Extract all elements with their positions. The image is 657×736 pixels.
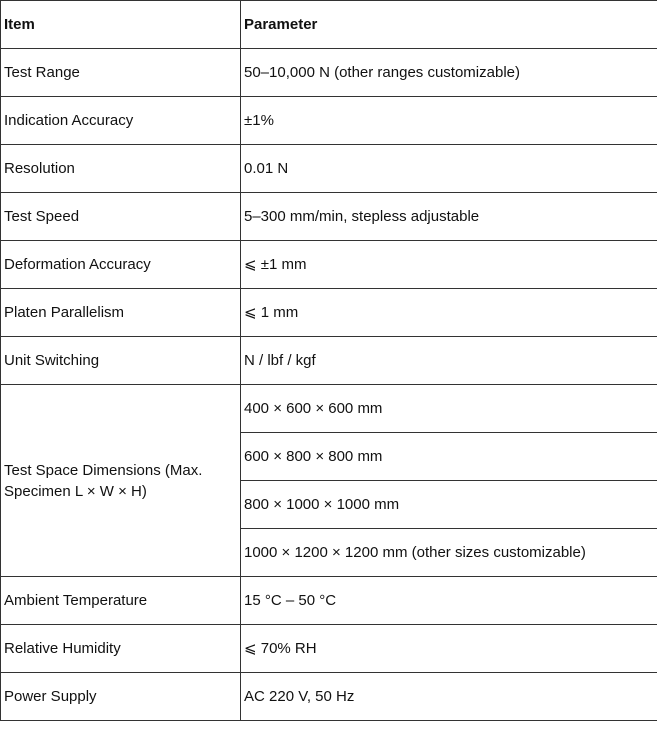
item-cell: Ambient Temperature [1, 577, 241, 625]
table-row [1, 577, 657, 625]
table-row [1, 673, 657, 721]
value-cell: 400 × 600 × 600 mm [241, 385, 657, 433]
value-cell: ⩽ 1 mm [241, 289, 657, 337]
header-row [1, 1, 657, 49]
value-cell: ⩽ 70% RH [241, 625, 657, 673]
value-cell: 0.01 N [241, 145, 657, 193]
item-cell: Platen Parallelism [1, 289, 241, 337]
item-cell: Indication Accuracy [1, 97, 241, 145]
table-row [1, 97, 657, 145]
value-cell: AC 220 V, 50 Hz [241, 673, 657, 721]
value-cell: 1000 × 1200 × 1200 mm (other sizes customizable) [241, 529, 657, 577]
table-row [1, 193, 657, 241]
value-cell: ±1% [241, 97, 657, 145]
value-cell: 50–10,000 N (other ranges customizable) [241, 49, 657, 97]
header-parameter: Parameter [241, 1, 657, 49]
item-cell: Deformation Accuracy [1, 241, 241, 289]
item-cell: Test Range [1, 49, 241, 97]
value-cell: N / lbf / kgf [241, 337, 657, 385]
item-cell: Unit Switching [1, 337, 241, 385]
table-row [1, 49, 657, 97]
table-row [1, 625, 657, 673]
value-cell: 5–300 mm/min, stepless adjustable [241, 193, 657, 241]
table-row [1, 385, 657, 433]
table-row [1, 337, 657, 385]
table-row [1, 241, 657, 289]
value-cell: ⩽ ±1 mm [241, 241, 657, 289]
item-cell: Relative Humidity [1, 625, 241, 673]
item-cell: Resolution [1, 145, 241, 193]
value-cell: 600 × 800 × 800 mm [241, 433, 657, 481]
table-row [1, 289, 657, 337]
value-cell: 800 × 1000 × 1000 mm [241, 481, 657, 529]
item-cell-test-space: Test Space Dimensions (Max. Specimen L × W × H) [1, 385, 241, 577]
value-cell: 15 °C – 50 °C [241, 577, 657, 625]
table-row [1, 145, 657, 193]
item-cell: Test Speed [1, 193, 241, 241]
item-cell: Power Supply [1, 673, 241, 721]
header-item: Item [1, 1, 241, 49]
